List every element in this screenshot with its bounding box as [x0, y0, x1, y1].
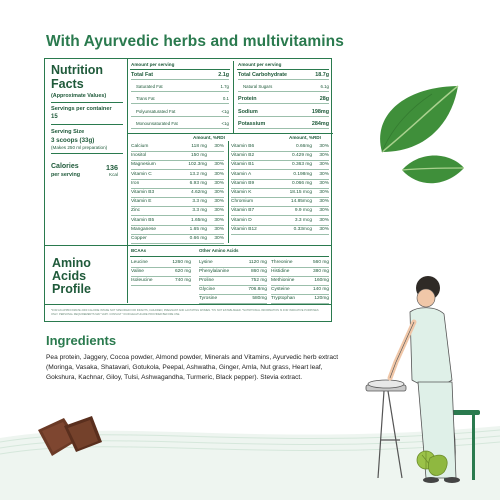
row-divider	[238, 103, 329, 104]
nutrient-value: 18.15 mcg	[289, 190, 312, 195]
nutrient-row	[131, 189, 224, 197]
nutrient-name: Tyrosine	[199, 296, 218, 301]
nutrient-percent: 30%	[319, 199, 329, 205]
column-divider	[228, 141, 229, 243]
nutrient-value: 752 mg	[251, 278, 267, 283]
nutrient-row	[199, 268, 267, 276]
nutrient-value: 3.3 mg	[192, 199, 207, 205]
nutrient-row	[231, 207, 329, 215]
nutrient-name: Zinc	[131, 208, 141, 214]
nutrient-percent: 30%	[214, 199, 224, 205]
divider	[51, 153, 123, 154]
nutrient-value: 0.429 mg	[291, 153, 312, 159]
nutrient-row	[271, 268, 329, 276]
nutrient-row	[199, 295, 267, 303]
nutrient-name: Vitamin B7	[231, 208, 255, 214]
headline: With Ayurvedic herbs and multivitamins	[46, 33, 344, 50]
nutrient-row	[131, 83, 229, 91]
nutrition-facts-panel	[44, 58, 332, 322]
row-divider	[131, 128, 229, 129]
nutrient-value: 4.62mg	[191, 190, 207, 195]
nutrient-name: Vitamin B9	[231, 180, 255, 186]
nutrient-name: Vitamin B12	[231, 226, 257, 232]
nutrient-value: 0.33mcg	[293, 226, 312, 232]
nutrient-percent: 30%	[214, 162, 224, 168]
nutrient-value: 706.8mg	[248, 287, 267, 292]
row-divider	[271, 303, 329, 304]
nutrient-value: 1.7g	[220, 84, 229, 90]
nutrient-name: Sodium	[238, 108, 258, 115]
nutrient-row	[199, 286, 267, 294]
nutrient-percent: 30%	[319, 162, 329, 168]
row-divider	[238, 128, 329, 129]
nutrient-name: Protein	[238, 96, 257, 103]
nutrient-value: 6.93 mg	[189, 180, 207, 186]
nutrient-name: Isoleucine	[131, 278, 153, 283]
other-amino-header: Other Amino Acids	[199, 248, 239, 253]
nutrient-row	[238, 83, 329, 91]
nutrient-row	[131, 207, 224, 215]
row-divider	[238, 116, 329, 117]
nutrient-name: Iron	[131, 180, 140, 186]
nutrient-value: 14.85mcg	[290, 199, 312, 205]
nutrient-row	[238, 108, 329, 116]
row-divider	[131, 103, 229, 104]
nutrient-row	[131, 161, 224, 169]
nutrient-value: 740 mg	[175, 278, 191, 283]
nutrient-name: Vitamin B3	[131, 190, 155, 195]
nutrient-row	[238, 95, 329, 103]
leaf-icon	[400, 150, 466, 190]
nutrient-name: Vitamin B5	[131, 217, 155, 223]
amount-per-serving-header: Amount per serving	[238, 62, 282, 67]
nutrient-row	[271, 277, 329, 285]
nutrient-row	[271, 286, 329, 294]
chocolate-icon	[34, 412, 104, 464]
amino-acids-title: Amino Acids Profile	[52, 256, 91, 296]
nutrient-value: <1g	[221, 120, 229, 126]
nutrient-row	[131, 95, 229, 103]
nutrient-value: 18.7g	[315, 72, 329, 78]
nutrient-name: Trans Fat	[136, 96, 155, 102]
servings-value: 15	[51, 114, 58, 120]
nutrient-name: Proline	[199, 278, 214, 283]
bcaa-header: BCAAs	[131, 248, 147, 253]
row-divider	[238, 91, 329, 92]
nutrient-value: 0.198mg	[293, 171, 312, 177]
nutrient-row	[131, 217, 224, 225]
nutrient-value: 198mg	[311, 108, 329, 115]
micro-header-right: Amount, %RDI	[289, 135, 321, 140]
divider	[128, 133, 333, 134]
nutrient-row	[131, 226, 224, 234]
nutrient-name: Histidine	[271, 269, 290, 274]
divider	[45, 304, 331, 305]
nutrient-name: Methionine	[271, 278, 295, 283]
divider	[130, 256, 329, 257]
nutrient-name: Saturated Fat	[136, 84, 163, 90]
column-divider	[233, 61, 234, 133]
nutrient-value: 0.66mg	[296, 144, 312, 149]
row-divider	[199, 303, 267, 304]
nutrient-row	[231, 217, 329, 225]
divider	[51, 102, 123, 103]
serving-size-value: 3 scoops (33g)	[51, 137, 95, 144]
nutrient-value: 620 mg	[175, 269, 191, 274]
divider	[51, 124, 123, 125]
nutrient-percent: 30%	[214, 144, 224, 149]
nutrient-row	[131, 277, 191, 285]
nutrient-value: 1120 mg	[248, 260, 267, 265]
column-divider	[127, 245, 128, 303]
nutrient-row	[131, 108, 229, 116]
nutrient-name: Calcium	[131, 144, 149, 149]
nutrient-percent: 30%	[319, 190, 329, 195]
nutrient-percent: 30%	[319, 217, 329, 223]
nutrient-value: 102.3mg	[188, 162, 207, 168]
nutrient-row	[131, 171, 224, 179]
nutrient-value: 0.066 mg	[291, 180, 312, 186]
nutrient-percent: 30%	[214, 217, 224, 223]
serving-size-label: Serving Size	[51, 129, 85, 135]
nutrient-percent: 30%	[319, 226, 329, 232]
row-divider	[131, 243, 224, 244]
nutrient-value: 3.3 mg	[192, 208, 207, 214]
divider	[45, 245, 331, 246]
row-divider	[131, 285, 191, 286]
nutrient-name: Phenylalanine	[199, 269, 230, 274]
nutrient-value: 0.1	[222, 96, 229, 102]
nutrient-name: Vitamin C	[131, 171, 152, 177]
nutrient-value: 860 mg	[251, 269, 267, 274]
nutrient-value: 284mg	[311, 120, 329, 127]
nutrient-row	[131, 152, 224, 160]
nutrient-row	[131, 268, 191, 276]
nutrient-name: Valine	[131, 269, 144, 274]
nutrient-name: Inositol	[131, 153, 147, 159]
nutrient-percent: 30%	[214, 208, 224, 214]
nutrient-row	[199, 277, 267, 285]
nutrient-value: 150 mg	[191, 153, 207, 159]
servings-label: Servings per container	[51, 106, 112, 112]
nutrient-name: Natural Sugars	[243, 84, 273, 90]
nutrient-name: Copper	[131, 236, 147, 241]
nutrient-row	[131, 71, 229, 79]
nutrient-percent: 30%	[319, 144, 329, 149]
serving-size-note: (Makes 250 ml preparation)	[51, 145, 108, 150]
nutrient-value: 0.66 mg	[189, 236, 207, 241]
nutrient-name: Vitamin B6	[231, 144, 255, 149]
nutrient-percent: 30%	[214, 190, 224, 195]
nutrient-name: Tryptophan	[271, 296, 296, 301]
nutrient-row	[131, 198, 224, 206]
micro-header-left: Amount, %RDI	[193, 135, 225, 140]
ingredients-title: Ingredients	[46, 333, 117, 348]
nutrient-name: Potassium	[238, 120, 266, 127]
nutrient-value: <1g	[221, 108, 229, 114]
nutrient-row	[231, 152, 329, 160]
divider	[130, 69, 230, 70]
nutrient-value: 560 mg	[313, 260, 329, 265]
nutrient-row	[271, 259, 329, 267]
nutrition-facts-title: Nutrition Facts	[51, 63, 104, 91]
nutrient-percent: 30%	[214, 236, 224, 241]
nutrient-value: 1260 mg	[172, 260, 191, 265]
nutrient-name: Vitamin A	[231, 171, 252, 177]
nutrient-row	[238, 120, 329, 128]
footnote: *FOR AN APPROXIMATE 2000 CALORIE INTAKE NOT SPECIFIED FOR INFANTS, CHILDREN, PREGNANT AND LACTATING WOMEN. *DV NOT ESTABLISHED. *NUTRITIONAL INFORMATION IS FOR INDICATIVE PURPOSES ONLY. PERSONAL REQUIREMENTS MAY VARY. CONSULT YOUR HEALTHCARE PROVIDER BEFORE USE.	[51, 309, 319, 316]
column-divider	[127, 59, 128, 245]
ingredients-text: Pea protein, Jaggery, Cocoa powder, Almond powder, Minerals and Vitamins, Ayurvedic herb extract (Moringa, Vasaka, Shatavari, Gotukola, Peepal, Ashwatha, Ginger, Amla, Nut grass, Heart leaf, Gokshura, Kachnar, Giloy, Tulsi, Ashwagandha, Turmeric, Black pepper). Stevia extract.	[46, 354, 339, 381]
nutrient-value: 13.2 mg	[189, 171, 207, 177]
nutrient-row	[231, 180, 329, 188]
nutrient-value: 1.65mg	[191, 217, 207, 223]
nutrient-value: 9.9 mcg	[294, 208, 312, 214]
nutrient-percent: 30%	[214, 180, 224, 186]
nutrient-row	[231, 198, 329, 206]
nutrient-value: 118 mg	[191, 144, 207, 149]
nutrient-name: Leucine	[131, 260, 148, 265]
nutrient-row	[231, 143, 329, 151]
nutrient-name: Cysteine	[271, 287, 290, 292]
nutrient-name: Threonine	[271, 260, 293, 265]
nutrient-name: Lysine	[199, 260, 213, 265]
nutrient-percent: 30%	[214, 171, 224, 177]
approx-values-label: (Approximate Values)	[51, 93, 107, 99]
nutrient-value: 0.363 mg	[291, 162, 312, 168]
nutrient-name: Chromium	[231, 199, 254, 205]
nutrient-name: Monounsaturated Fat	[136, 120, 178, 126]
nutrient-value: 140 mg	[313, 287, 329, 292]
leaf-icon	[372, 82, 462, 157]
nutrient-row	[199, 259, 267, 267]
nutrient-value: 120mg	[314, 296, 329, 301]
nutrient-name: Vitamin B1	[231, 162, 255, 168]
calories-label: Calories	[51, 163, 79, 170]
calories-value: 136	[106, 163, 118, 172]
nutrient-name: Glycine	[199, 287, 215, 292]
nutrient-row	[231, 171, 329, 179]
nutrient-row	[231, 226, 329, 234]
nutrient-value: 6.1g	[320, 84, 329, 90]
row-divider	[131, 79, 229, 80]
nutrient-percent: 30%	[319, 171, 329, 177]
nutrient-percent: 30%	[319, 208, 329, 214]
woman-grinding-illustration-icon	[340, 250, 490, 490]
nutrient-percent: 30%	[319, 180, 329, 186]
per-serving-label: per serving	[51, 172, 81, 178]
nutrient-name: Magnesium	[131, 162, 156, 168]
nutrient-row	[231, 161, 329, 169]
nutrient-name: Vitamin D	[231, 217, 252, 223]
nutrient-name: Vitamin K	[231, 190, 252, 195]
row-divider	[131, 91, 229, 92]
nutrient-percent: 30%	[214, 226, 224, 232]
calories-unit: Kcal	[109, 172, 118, 177]
nutrient-value: 28g	[319, 96, 329, 103]
nutrient-value: 1.65 mg	[189, 226, 207, 232]
nutrient-row	[231, 189, 329, 197]
nutrient-name: Vitamin E	[131, 199, 152, 205]
nutrient-name: Polyunsaturated Fat	[136, 108, 176, 114]
nutrient-value: 380 mg	[313, 269, 329, 274]
nutrient-row	[271, 295, 329, 303]
nutrient-row	[238, 71, 329, 79]
nutrient-row	[131, 259, 191, 267]
nutrient-name: Vitamin B2	[231, 153, 255, 159]
row-divider	[231, 234, 329, 235]
nutrient-value: 160mg	[314, 278, 329, 283]
row-divider	[238, 79, 329, 80]
divider	[237, 69, 329, 70]
nutrient-value: 580mg	[252, 296, 267, 301]
nutrient-row	[131, 235, 224, 243]
row-divider	[131, 116, 229, 117]
nutrient-row	[131, 120, 229, 128]
nutrient-row	[131, 143, 224, 151]
amount-per-serving-header: Amount per serving	[131, 62, 175, 67]
nutrient-name: Total Carbohydrate	[238, 72, 288, 78]
nutrient-percent: 30%	[319, 153, 329, 159]
nutrient-value: 2.1g	[218, 72, 229, 78]
nutrient-row	[131, 180, 224, 188]
nutrient-value: 3.3 mcg	[294, 217, 312, 223]
nutrient-name: Manganese	[131, 226, 157, 232]
nutrient-name: Total Fat	[131, 72, 154, 78]
